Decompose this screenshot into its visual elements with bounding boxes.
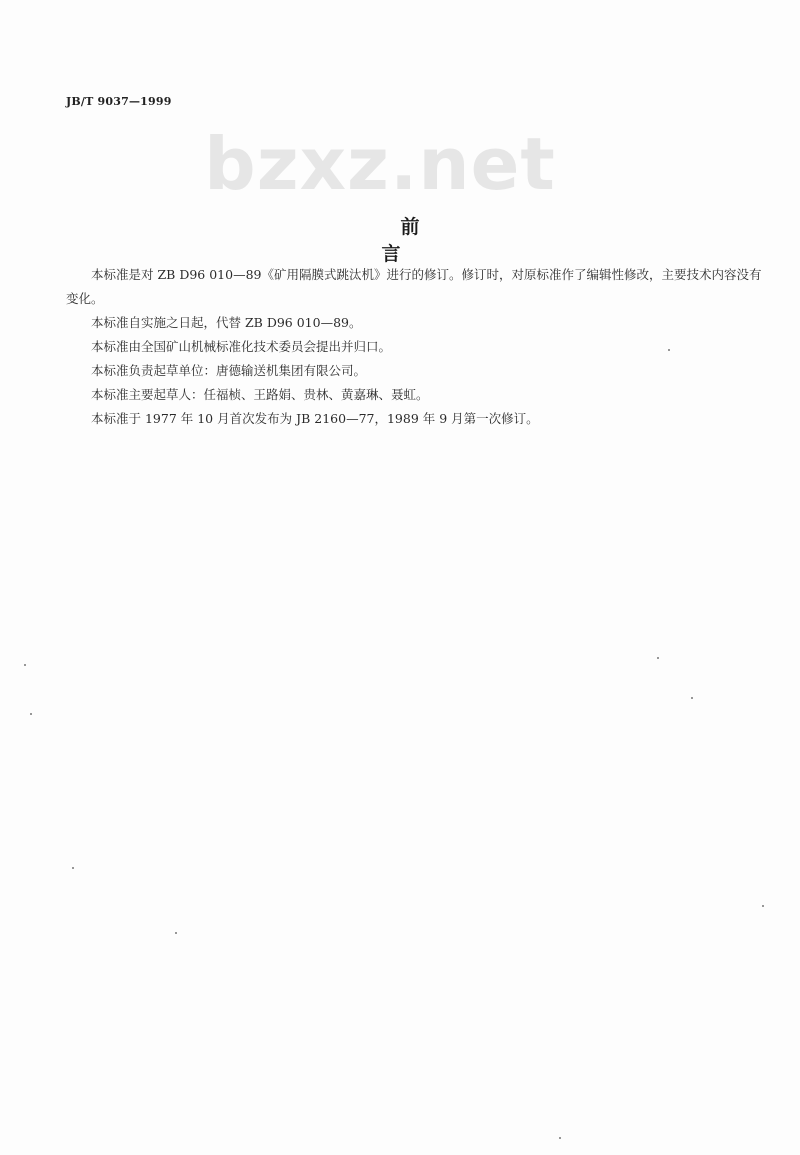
- preface-paragraph: 本标准自实施之日起，代替 ZB D96 010—89。: [91, 315, 362, 330]
- preface-paragraph: 本标准由全国矿山机械标准化技术委员会提出并归口。: [91, 339, 392, 354]
- preface-paragraph: 本标准主要起草人：任福桢、王路娟、贵林、黄嘉琳、聂虹。: [91, 387, 429, 402]
- scan-speck: [30, 713, 32, 715]
- preface-paragraph: 本标准于 1977 年 10 月首次发布为 JB 2160—77，1989 年 9 月第一次修订。: [91, 411, 539, 426]
- scan-speck: [559, 1137, 561, 1139]
- scan-speck: [762, 905, 764, 907]
- preface-body: [66, 263, 766, 431]
- scan-speck: [24, 664, 26, 666]
- scan-speck: [175, 932, 177, 934]
- watermark: bzxz.net: [204, 122, 556, 206]
- scan-speck: [657, 657, 659, 659]
- page-title: 前言: [381, 216, 458, 265]
- preface-paragraph: 本标准是对 ZB D96 010—89《矿用隔膜式跳汰机》进行的修订。修订时，对原标准作了编辑性修改，主要技术内容没有变化。: [66, 267, 762, 306]
- preface-paragraph: 本标准负责起草单位：唐德输送机集团有限公司。: [91, 363, 367, 378]
- scan-speck: [691, 697, 693, 699]
- standard-code: JB/T 9037—1999: [66, 95, 172, 108]
- scan-speck: [72, 867, 74, 869]
- scan-speck: [668, 349, 670, 351]
